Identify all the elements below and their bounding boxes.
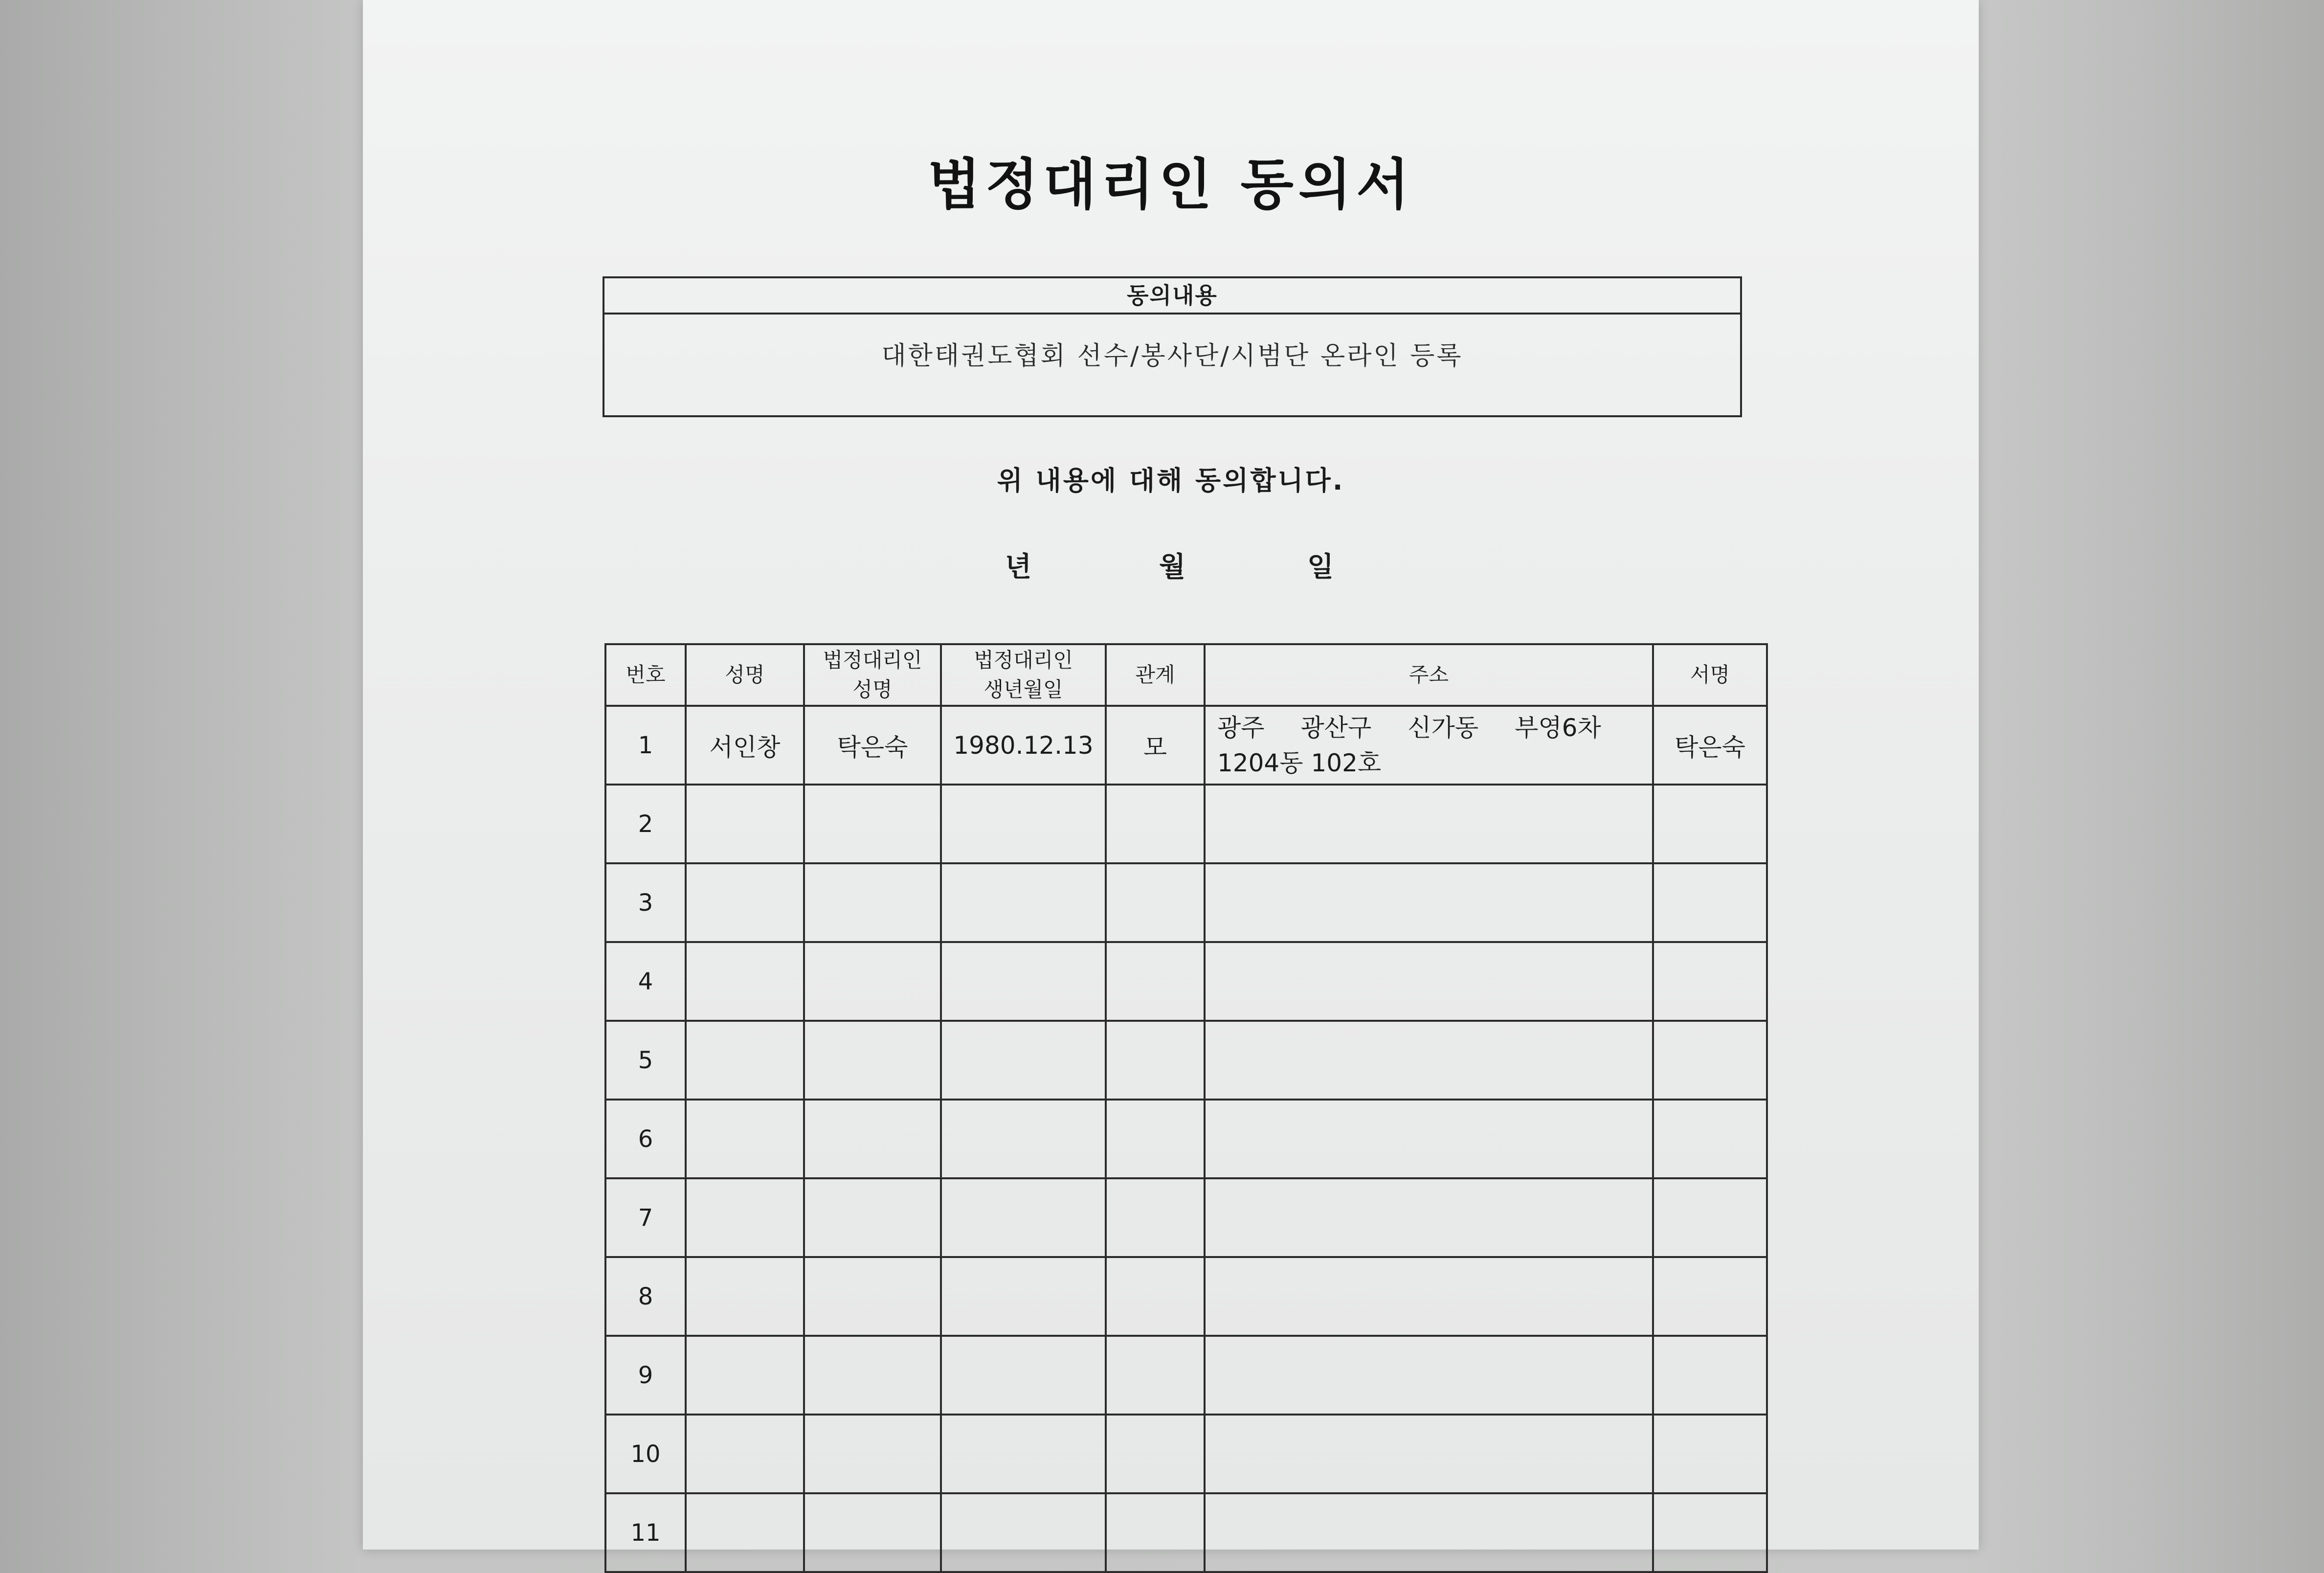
- table-row: [605, 706, 1767, 785]
- row-signature: [1653, 1415, 1767, 1493]
- row-signature: [1653, 1257, 1767, 1336]
- row-signature: [1653, 785, 1767, 863]
- table-row: [605, 1336, 1767, 1415]
- table-row: [605, 863, 1767, 942]
- row-signature: [1653, 863, 1767, 942]
- row-no: 10: [605, 1415, 686, 1493]
- row-address: [1205, 1021, 1653, 1100]
- date-year-label: 년: [1005, 551, 1032, 583]
- row-no: 6: [605, 1100, 686, 1178]
- row-guardian: [804, 1257, 941, 1336]
- table-row: [605, 942, 1767, 1021]
- document-page: [363, 0, 1979, 1550]
- row-signature: [1653, 1493, 1767, 1572]
- row-address-line1: 광주 광산구 신가동 부영6차: [1217, 713, 1601, 742]
- consent-box: [603, 276, 1742, 417]
- row-no: 2: [605, 785, 686, 863]
- row-birth: [941, 1021, 1106, 1100]
- header-guardian-name: [804, 644, 941, 706]
- consent-header: 동의내용: [604, 278, 1740, 315]
- row-guardian: [804, 785, 941, 863]
- table-header-row: [605, 644, 1767, 706]
- row-no: 3: [605, 863, 686, 942]
- row-name: [686, 1257, 804, 1336]
- row-signature: [1653, 1178, 1767, 1257]
- row-no: 8: [605, 1257, 686, 1336]
- row-guardian: [804, 1493, 941, 1572]
- row-name: [686, 863, 804, 942]
- row-guardian: [804, 1178, 941, 1257]
- header-name: 성명: [686, 644, 804, 706]
- header-no: 번호: [605, 644, 686, 706]
- row-address: [1205, 863, 1653, 942]
- row-no: 11: [605, 1493, 686, 1572]
- row-name: [686, 1493, 804, 1572]
- row-birth: [941, 1257, 1106, 1336]
- header-guardian-name-line1: 법정대리인: [823, 648, 922, 672]
- row-relation: [1106, 863, 1205, 942]
- row-relation: [1106, 1100, 1205, 1178]
- row-relation: [1106, 1021, 1205, 1100]
- table-row: [605, 1021, 1767, 1100]
- header-signature: 서명: [1653, 644, 1767, 706]
- row-guardian: [804, 1415, 941, 1493]
- guardian-roster-table: [604, 643, 1768, 1573]
- agreement-statement: 위 내용에 대해 동의합니다.: [997, 465, 1345, 496]
- row-guardian: [804, 942, 941, 1021]
- row-birth: [941, 863, 1106, 942]
- row-no: 5: [605, 1021, 686, 1100]
- row-birth: [941, 785, 1106, 863]
- row-relation: [1106, 1493, 1205, 1572]
- row-guardian: [804, 1336, 941, 1415]
- row-name: [686, 1178, 804, 1257]
- date-month-label: 월: [1159, 551, 1186, 583]
- row-no: 4: [605, 942, 686, 1021]
- row-relation: [1106, 1336, 1205, 1415]
- row-guardian: [804, 1100, 941, 1178]
- header-guardian-birth: [941, 644, 1106, 706]
- row-signature: [1653, 1336, 1767, 1415]
- table-row: [605, 1100, 1767, 1178]
- row-relation: [1106, 942, 1205, 1021]
- row-relation: [1106, 1257, 1205, 1336]
- row-relation: 모: [1106, 706, 1205, 785]
- row-birth: 1980.12.13: [941, 706, 1106, 785]
- header-guardian-birth-line1: 법정대리인: [974, 648, 1073, 672]
- row-birth: [941, 1178, 1106, 1257]
- document-title: 법정대리인 동의서: [927, 153, 1414, 217]
- row-address: [1205, 785, 1653, 863]
- row-address: [1205, 1493, 1653, 1572]
- row-name: [686, 1336, 804, 1415]
- table-row: [605, 785, 1767, 863]
- header-relation: 관계: [1106, 644, 1205, 706]
- row-no: 1: [605, 706, 686, 785]
- row-guardian: 탁은숙: [804, 706, 941, 785]
- row-no: 7: [605, 1178, 686, 1257]
- row-address: [1205, 706, 1653, 785]
- table-row: [605, 1257, 1767, 1336]
- consent-content: 대한태권도협회 선수/봉사단/시범단 온라인 등록: [881, 341, 1463, 371]
- row-relation: [1106, 785, 1205, 863]
- header-guardian-birth-line2: 생년월일: [983, 677, 1063, 701]
- row-address: [1205, 1336, 1653, 1415]
- row-signature: [1653, 1021, 1767, 1100]
- row-address-line2: 1204동 102호: [1217, 748, 1382, 777]
- row-name: [686, 1100, 804, 1178]
- row-birth: [941, 1415, 1106, 1493]
- row-address: [1205, 942, 1653, 1021]
- row-name: [686, 942, 804, 1021]
- row-signature: [1653, 942, 1767, 1021]
- row-no: 9: [605, 1336, 686, 1415]
- table-row: [605, 1415, 1767, 1493]
- row-address: [1205, 1100, 1653, 1178]
- row-name: [686, 1021, 804, 1100]
- row-address: [1205, 1257, 1653, 1336]
- row-name: [686, 785, 804, 863]
- header-guardian-name-line2: 성명: [852, 677, 893, 701]
- row-address: [1205, 1178, 1653, 1257]
- table-row: [605, 1493, 1767, 1572]
- date-day-label: 일: [1307, 551, 1334, 583]
- header-address: 주소: [1205, 644, 1653, 706]
- row-signature: 탁은숙: [1653, 706, 1767, 785]
- row-address: [1205, 1415, 1653, 1493]
- row-birth: [941, 942, 1106, 1021]
- row-guardian: [804, 863, 941, 942]
- row-name: [686, 1415, 804, 1493]
- row-relation: [1106, 1178, 1205, 1257]
- row-birth: [941, 1100, 1106, 1178]
- table-row: [605, 1178, 1767, 1257]
- row-birth: [941, 1493, 1106, 1572]
- row-relation: [1106, 1415, 1205, 1493]
- row-signature: [1653, 1100, 1767, 1178]
- row-guardian: [804, 1021, 941, 1100]
- row-name: 서인창: [686, 706, 804, 785]
- row-birth: [941, 1336, 1106, 1415]
